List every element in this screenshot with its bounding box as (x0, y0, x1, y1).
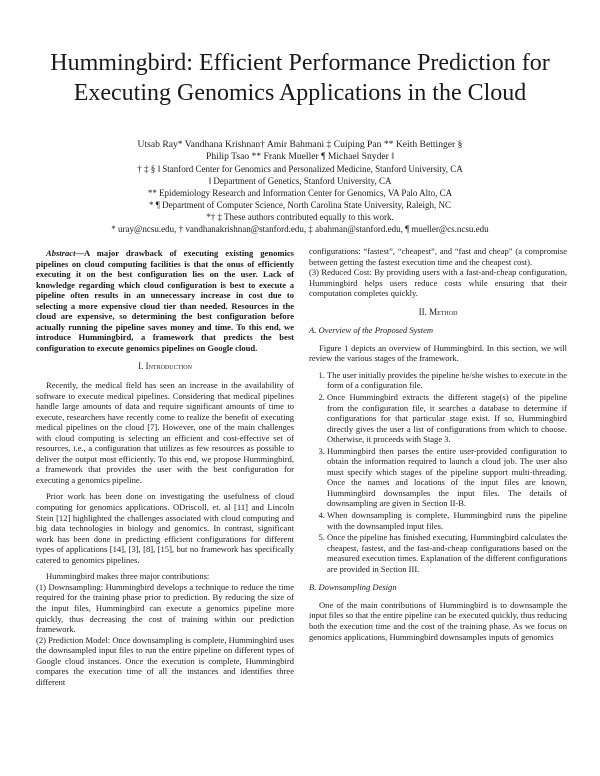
section-heading-method: II. Method (418, 306, 458, 317)
abstract-text: —A major drawback of executing existing genomics pipelines on cloud computing facilities is that the onus of efficiently executing it on the best configuration lies on the user. Lack of knowledge regarding which cloud configuration is best to execute a pipeline often results in an unnecessary increase in cost due to selecting a more expensive cloud tier than needed. Resources in the cloud are expensive, so determining the best configuration before actually running the pipeline saves money and time. To this end, we introduce Hummingbird, a framework that predicts the best configuration to execute genomics pipelines on Google cloud. (36, 248, 294, 353)
subsection-overview: A. Overview of the Proposed System (309, 325, 434, 336)
abstract (36, 248, 294, 353)
paper-title: Hummingbird: Efficient Performance Prediction for Executing Genomics Applications in the Cloud (50, 50, 550, 106)
author-block (40, 139, 560, 235)
affiliation-3: ** Epidemiology Research and Information Center for Genomics, VA Palo Alto, CA (147, 188, 453, 198)
author-line-1: Utsab Ray* Vandhana Krishnan† Amir Bahmani ‡ Cuiping Pan ** Keith Bettinger § (137, 139, 463, 150)
affiliation-2: ‖ Department of Genetics, Stanford University, CA (208, 176, 392, 186)
downsampling-paragraph: One of the main contributions of Hummingbird is to downsample the input files so that the entire pipeline can be executed quickly, thus reducing both the execution time and the cost of the training phase. As we focus on genomics applications, Hummingbird downsamples inputs of genomics (309, 599, 567, 642)
author-line-2: Philip Tsao ** Frank Mueller ¶ Michael Snyder ‖ (206, 151, 394, 162)
section-heading-introduction: I. Introduction (138, 361, 192, 372)
pipeline-step: 5. Once the pipeline has finished executing, Hummingbird calculates the cheapest, fastest, and the fast-and-cheap configurations based on the measured execution times. Explanation of the different configurations are provided in Section III. (327, 532, 567, 574)
pipeline-steps-list (309, 370, 567, 574)
pipeline-step: 1. The user initially provides the pipeline he/she wishes to execute in the form of a configuration file. (327, 370, 567, 391)
right-column (309, 246, 567, 648)
equal-contribution-note: *† ‡ These authors contributed equally to this work. (206, 212, 394, 222)
author-emails: * uray@ncsu.edu, † vandhanakrishnan@stanford.edu, ‡ abahman@stanford.edu, ¶ mueller@cs.ncsu.edu (111, 224, 489, 234)
left-column (36, 248, 294, 693)
pipeline-step: 2. Once Hummingbird extracts the different stage(s) of the pipeline from the configuration file, it searches a database to determine if configurations for that particular stage exist. If so, Hummingbird directly gives the user a list of configurations from which to choose. Otherwise, it proceeds with Stage 3. (327, 392, 567, 445)
subsection-downsampling: B. Downsampling Design (309, 582, 397, 593)
pipeline-step: 4. When downsampling is complete, Hummingbird runs the pipeline with the downsampled input files. (327, 510, 567, 531)
affiliation-4: * ¶ Department of Computer Science, North Carolina State University, Raleigh, NC (149, 200, 451, 210)
contribution-reduced-cost: (3) Reduced Cost: By providing users with a fast-and-cheap configuration, Hummingbird helps users reduce costs while ensuring that their computation completes quickly. (309, 267, 567, 299)
intro-paragraph-3: Hummingbird makes three major contributions: (46, 571, 210, 582)
contribution-downsampling: (1) Downsampling: Hummingbird develops a technique to reduce the time required for the training phase prior to prediction. By reducing the size of the input files, Hummingbird can execute a genomics pipeline more quickly, thus decreasing the cost of training within our prediction framework. (36, 581, 294, 635)
overview-paragraph: Figure 1 depicts an overview of Hummingbird. In this section, we will review the various stages of the framework. (309, 342, 567, 364)
intro-paragraph-1: Recently, the medical field has seen an increase in the availability of software to execute medical pipelines. Considering that medical pipelines handle large amounts of data and require significant amounts of time to execute, researchers have recently come to realize the benefit of executing medical pipelines on the cloud [7]. However, one of the main challenges with cloud computing is selecting an efficient and cost-effective set of resources, i.e., a configuration that utilizes as few resources as possible to deliver the output most efficiently. To this end, we propose Hummingbird, a framework that provides the user with the best configuration for executing a genomics pipeline. (36, 380, 294, 485)
contribution-prediction-model-continued: configurations: “fastest”, “cheapest”, and “fast and cheap” (a compromise between getting the fastest execution time and the cheapest cost). (309, 246, 567, 267)
pipeline-step: 3. Hummingbird then parses the entire user-provided configuration to obtain the information required to launch a cloud job. The user also must specify which stages of the pipeline support multi-threading. Once the names and locations of the input files are known, Hummingbird downsamples the input files. The details of downsampling are given in Section II-B. (327, 446, 567, 509)
abstract-label: Abstract (46, 248, 76, 258)
intro-paragraph-2: Prior work has been done on investigating the usefulness of cloud computing for genomics applications. ODriscoll, et. al [11] and Lincoln Stein [12] highlighted the challenges associated with cloud computing and big data technologies in biology and genomics. In contrast, significant work has been done in predicting efficient configurations for different types of applications [14], [3], [8], [15], but no framework has specifically catered to genomics pipelines. (36, 491, 294, 565)
affiliation-1: † ‡ § ‖ Stanford Center for Genomics and Personalized Medicine, Stanford University, CA (137, 164, 463, 174)
contribution-prediction-model: (2) Prediction Model: Once downsampling is complete, Hummingbird uses the downsampled input files to run the entire pipeline on different types of Google cloud instances. Once the execution is complete, Hummingbird compares the execution time of all the instances and identifies three different (36, 634, 294, 687)
